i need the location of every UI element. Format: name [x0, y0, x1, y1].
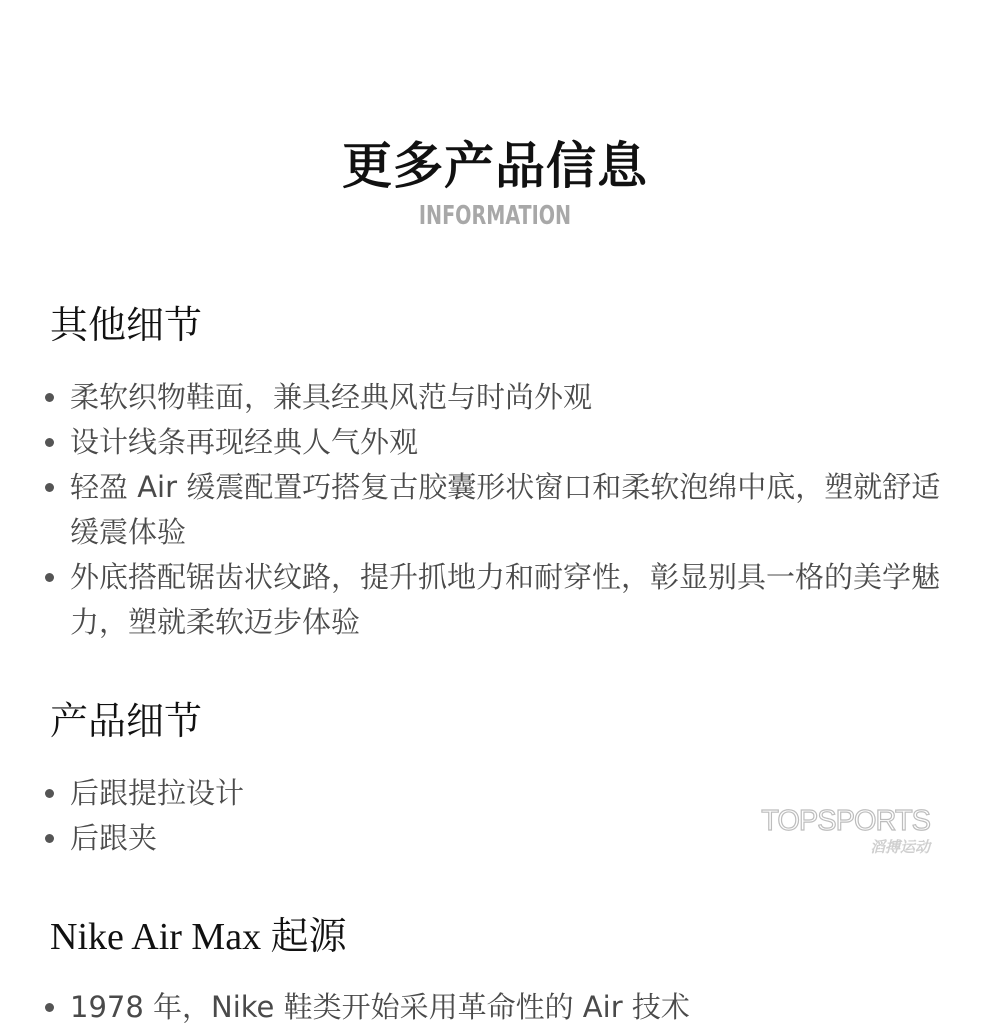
page-title: 更多产品信息	[342, 137, 648, 195]
section-heading-air-max-origin: Nike Air Max 起源	[50, 916, 347, 958]
list-item	[40, 375, 945, 420]
page-subtitle: INFORMATION	[418, 201, 572, 231]
section-heading-product-details: 产品细节	[50, 699, 203, 743]
bullet-icon	[45, 393, 54, 402]
logo-chinese: 滔搏运动	[869, 838, 930, 856]
list-item-text: 后跟夹	[70, 821, 158, 855]
air-max-origin-list	[40, 985, 945, 1030]
list-item-text: 1978 年，Nike 鞋类开始采用革命性的 Air 技术	[70, 990, 690, 1024]
list-item-text: 外底搭配锯齿状纹路，提升抓地力和耐穿性，彰显别具一格的美学魅力，塑就柔软迈步体验	[70, 560, 941, 639]
bullet-icon	[45, 483, 54, 492]
list-item-text: 轻盈 Air 缓震配置巧搭复古胶囊形状窗口和柔软泡绵中底，塑就舒适缓震体验	[70, 470, 941, 549]
list-item-text: 设计线条再现经典人气外观	[70, 425, 419, 459]
list-item-text: 后跟提拉设计	[70, 776, 245, 810]
bullet-icon	[45, 1003, 54, 1012]
list-item-text: 柔软织物鞋面，兼具经典风范与时尚外观	[70, 380, 593, 414]
list-item	[40, 555, 945, 645]
section-heading-other-details: 其他细节	[50, 303, 203, 347]
logo-wordmark: TOPSPORTS	[761, 805, 930, 837]
bullet-icon	[45, 834, 54, 843]
list-item	[40, 985, 945, 1030]
bullet-icon	[45, 789, 54, 798]
bullet-icon	[45, 573, 54, 582]
list-item	[40, 420, 945, 465]
bullet-icon	[45, 438, 54, 447]
topsports-logo	[745, 806, 930, 856]
list-item	[40, 465, 945, 555]
other-details-list	[40, 375, 945, 645]
